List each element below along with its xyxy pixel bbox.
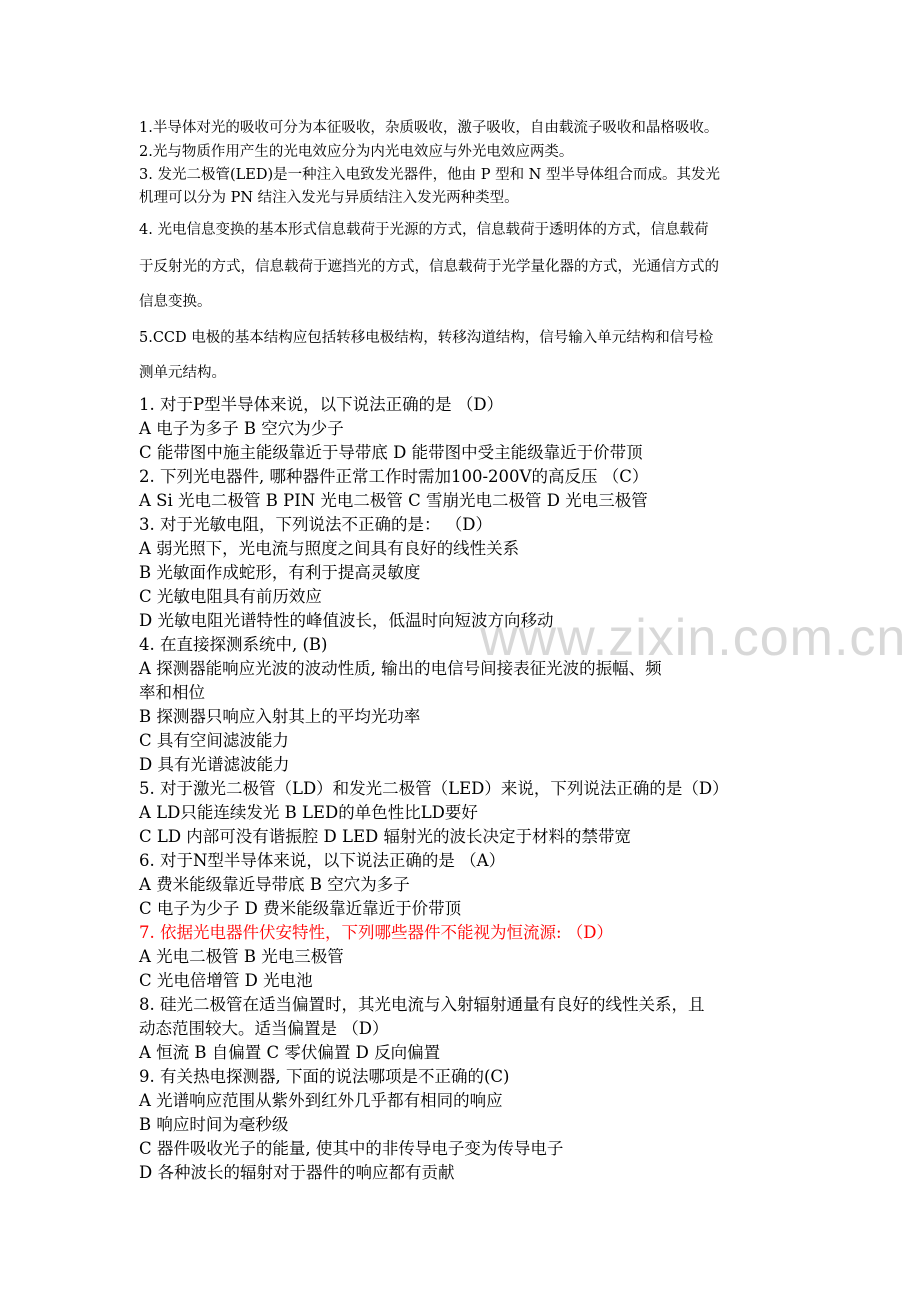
question-4: 4. 在直接探测系统中, (B)	[139, 635, 328, 654]
question-9: 9. 有关热电探测器, 下面的说法哪项是不正确的(C)	[139, 1067, 510, 1086]
question-option: A 恒流 B 自偏置 C 零伏偏置 D 反向偏置	[139, 1043, 441, 1062]
fill-blank-line: 5.CCD 电极的基本结构应包括转移电极结构，转移沟道结构，信号输入单元结构和信号检	[139, 330, 714, 346]
question-option: D 光敏电阻光谱特性的峰值波长，低温时向短波方向移动	[139, 611, 554, 630]
fill-blank-line: 2.光与物质作用产生的光电效应分为内光电效应与外光电效应两类。	[139, 144, 574, 160]
question-option: C 能带图中施主能级靠近于导带底 D 能带图中受主能级靠近于价带顶	[139, 443, 643, 462]
question-3: 3. 对于光敏电阻，下列说法不正确的是： （D）	[139, 515, 492, 534]
question-7-highlighted: 7. 依据光电器件伏安特性，下列哪些器件不能视为恒流源: （D）	[139, 923, 614, 942]
question-option: A 光谱响应范围从紫外到红外几乎都有相同的响应	[139, 1091, 503, 1110]
fill-blank-line: 4. 光电信息变换的基本形式信息载荷于光源的方式，信息载荷于透明体的方式，信息载荷	[139, 222, 709, 238]
question-option: A LD只能连续发光 B LED的单色性比LD要好	[139, 803, 478, 822]
question-option: C LD 内部可没有谐振腔 D LED 辐射光的波长决定于材料的禁带宽	[139, 827, 631, 846]
question-option: A 电子为多子 B 空穴为少子	[139, 419, 344, 438]
question-option: D 各种波长的辐射对于器件的响应都有贡献	[139, 1163, 455, 1182]
fill-blank-line: 3. 发光二极管(LED)是一种注入电致发光器件，他由 P 型和 N 型半导体组合而成。其发光	[139, 167, 720, 183]
question-option: C 光敏电阻具有前历效应	[139, 587, 322, 606]
question-8: 8. 硅光二极管在适当偏置时，其光电流与入射辐射通量有良好的线性关系，且	[139, 995, 705, 1014]
fill-blank-line: 信息变换。	[139, 294, 212, 310]
question-1: 1. 对于P型半导体来说，以下说法正确的是 （D）	[139, 395, 504, 414]
question-5: 5. 对于激光二极管（LD）和发光二极管（LED）来说，下列说法正确的是（D）	[139, 779, 729, 798]
question-6: 6. 对于N型半导体来说，以下说法正确的是 （A）	[139, 851, 506, 870]
question-option: C 具有空间滤波能力	[139, 731, 289, 750]
question-option: B 响应时间为毫秒级	[139, 1115, 289, 1134]
question-option: C 光电倍增管 D 光电池	[139, 971, 313, 990]
question-option: C 器件吸收光子的能量, 使其中的非传导电子变为传导电子	[139, 1139, 564, 1158]
question-option: A 光电二极管 B 光电三极管	[139, 947, 344, 966]
question-option: B 探测器只响应入射其上的平均光功率	[139, 707, 421, 726]
question-option: A Si 光电二极管 B PIN 光电二极管 C 雪崩光电二极管 D 光电三极管	[139, 491, 648, 510]
fill-blank-line: 机理可以分为 PN 结注入发光与异质结注入发光两种类型。	[139, 190, 519, 206]
question-option: D 具有光谱滤波能力	[139, 755, 290, 774]
fill-blank-line: 测单元结构。	[139, 365, 226, 381]
question-option: A 探测器能响应光波的波动性质, 输出的电信号间接表征光波的振幅、频	[139, 659, 662, 678]
question-8-continued: 动态范围较大。适当偏置是 （D）	[139, 1019, 389, 1038]
question-option: A 费米能级靠近导带底 B 空穴为多子	[139, 875, 410, 894]
question-option-continued: 率和相位	[139, 683, 205, 702]
question-option: A 弱光照下，光电流与照度之间具有良好的线性关系	[139, 539, 520, 558]
watermark: www.zixin.com.cn	[480, 609, 907, 667]
question-2: 2. 下列光电器件, 哪种器件正常工作时需加100-200V的高反压 （C）	[139, 467, 649, 486]
question-option: C 电子为少子 D 费米能级靠近靠近于价带顶	[139, 899, 462, 918]
fill-blank-line: 1.半导体对光的吸收可分为本征吸收，杂质吸收，激子吸收，自由载流子吸收和晶格吸收。	[139, 120, 719, 136]
question-option: B 光敏面作成蛇形，有利于提高灵敏度	[139, 563, 421, 582]
fill-blank-line: 于反射光的方式，信息载荷于遮挡光的方式，信息载荷于光学量化器的方式，光通信方式的	[139, 259, 719, 275]
